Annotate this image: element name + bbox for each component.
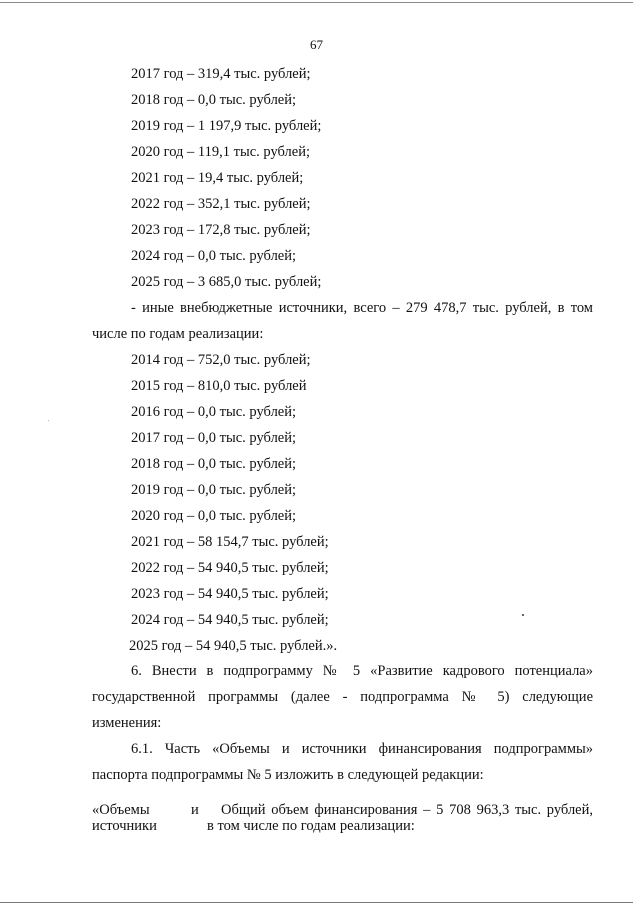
- funding-year-line: 2021 год – 58 154,7 тыс. рублей;: [131, 534, 329, 550]
- funding-year-line: 2018 год – 0,0 тыс. рублей;: [131, 456, 297, 472]
- extra-budgetary-sources-line: - иные внебюджетные источники, всего – 279 478,7 тыс. рублей, в том: [131, 300, 593, 316]
- item-6-paragraph-line: государственной программы (далее - подпрограмма № 5) следующие: [92, 689, 593, 705]
- funding-year-line: 2017 год – 0,0 тыс. рублей;: [131, 430, 297, 446]
- funding-year-line: 2020 год – 119,1 тыс. рублей;: [131, 144, 310, 160]
- funding-year-line: 2022 год – 352,1 тыс. рублей;: [131, 196, 311, 212]
- page-number: 67: [310, 37, 323, 52]
- scan-speck: [522, 614, 524, 616]
- passport-table-left-cell: и: [191, 802, 199, 818]
- passport-table-left-cell: «Объемы: [92, 802, 150, 818]
- funding-year-line: 2023 год – 54 940,5 тыс. рублей;: [131, 586, 329, 602]
- item-6-1-paragraph-line: паспорта подпрограммы № 5 изложить в следующей редакции:: [92, 767, 484, 783]
- item-6-paragraph-line: 6. Внести в подпрограмму № 5 «Развитие кадрового потенциала»: [131, 663, 593, 679]
- funding-year-line: 2014 год – 752,0 тыс. рублей;: [131, 352, 311, 368]
- funding-year-line: 2017 год – 319,4 тыс. рублей;: [131, 66, 311, 82]
- item-6-paragraph-line: изменения:: [92, 715, 162, 731]
- funding-year-line: 2021 год – 19,4 тыс. рублей;: [131, 170, 304, 186]
- scan-speck: [48, 420, 49, 421]
- funding-year-line: 2023 год – 172,8 тыс. рублей;: [131, 222, 311, 238]
- funding-year-line: 2025 год – 54 940,5 тыс. рублей.».: [129, 638, 338, 654]
- passport-table-left-cell: источники: [92, 818, 157, 834]
- funding-year-line: 2024 год – 54 940,5 тыс. рублей;: [131, 612, 329, 628]
- passport-table-right-cell: Общий объем финансирования – 5 708 963,3 тыс. рублей,: [221, 802, 593, 818]
- bottom-edge-line: [0, 902, 633, 903]
- funding-year-line: 2024 год – 0,0 тыс. рублей;: [131, 248, 297, 264]
- funding-year-line: 2019 год – 0,0 тыс. рублей;: [131, 482, 297, 498]
- passport-table-right-cell: в том числе по годам реализации:: [207, 818, 415, 834]
- funding-year-line: 2025 год – 3 685,0 тыс. рублей;: [131, 274, 322, 290]
- funding-year-line: 2020 год – 0,0 тыс. рублей;: [131, 508, 297, 524]
- item-6-1-paragraph-line: 6.1. Часть «Объемы и источники финансирования подпрограммы»: [131, 741, 593, 757]
- funding-year-line: 2018 год – 0,0 тыс. рублей;: [131, 92, 297, 108]
- funding-year-line: 2015 год – 810,0 тыс. рублей: [131, 378, 307, 394]
- funding-year-line: 2016 год – 0,0 тыс. рублей;: [131, 404, 297, 420]
- funding-year-line: 2022 год – 54 940,5 тыс. рублей;: [131, 560, 329, 576]
- top-edge-line: [0, 2, 633, 3]
- funding-year-line: 2019 год – 1 197,9 тыс. рублей;: [131, 118, 322, 134]
- extra-budgetary-sources-line: числе по годам реализации:: [92, 326, 264, 342]
